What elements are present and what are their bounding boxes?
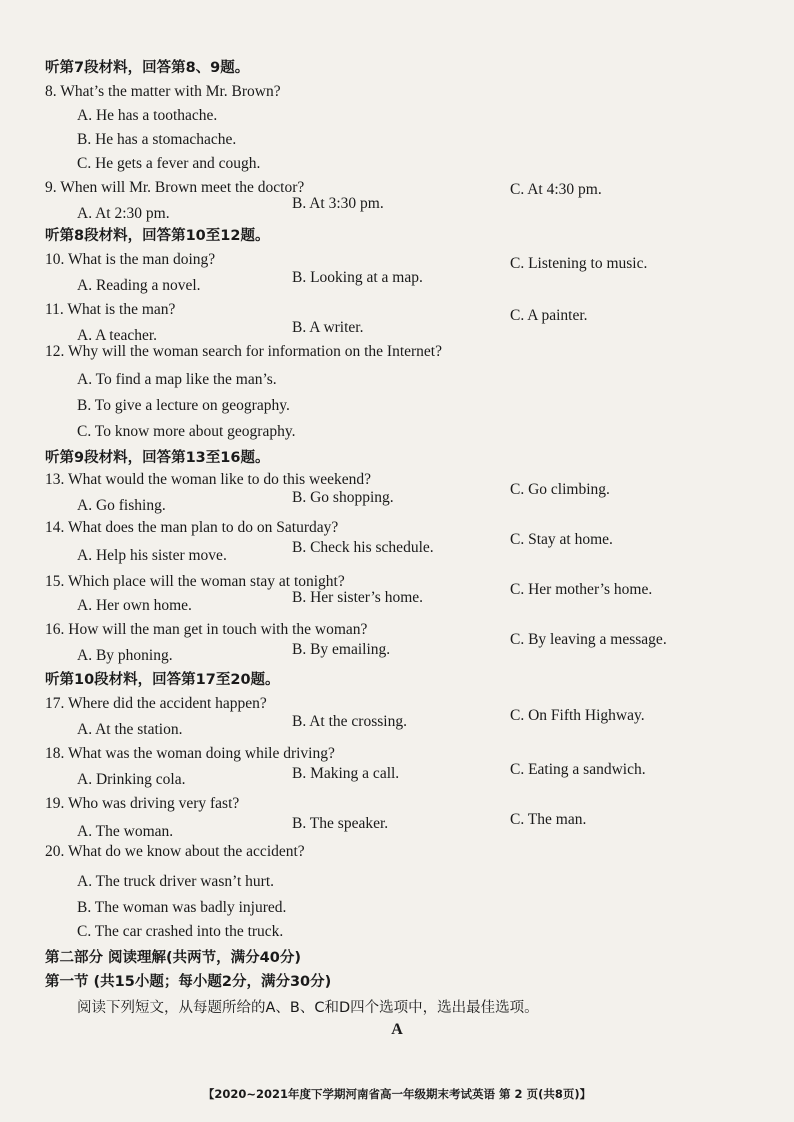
option-12a: A. To find a map like the man’s.	[77, 371, 277, 388]
section-heading-9: 听第9段材料，回答第13至16题。	[45, 450, 270, 466]
question-17: 17. Where did the accident happen?	[45, 695, 267, 712]
question-16: 16. How will the man get in touch with the woman?	[45, 621, 368, 638]
section-heading-8: 听第8段材料，回答第10至12题。	[45, 228, 270, 244]
option-14a: A. Help his sister move.	[77, 547, 227, 564]
option-18c: C. Eating a sandwich.	[510, 761, 646, 778]
option-12b: B. To give a lecture on geography.	[77, 397, 290, 414]
option-8a: A. He has a toothache.	[77, 107, 218, 124]
option-15b: B. Her sister’s home.	[292, 589, 424, 606]
option-20c: C. The car crashed into the truck.	[77, 923, 284, 940]
option-16b: B. By emailing.	[292, 641, 391, 658]
question-20: 20. What do we know about the accident?	[45, 843, 305, 860]
part2-title: 第二部分 阅读理解(共两节，满分40分)	[45, 950, 301, 966]
option-20b: B. The woman was badly injured.	[77, 899, 287, 916]
option-17c: C. On Fifth Highway.	[510, 707, 645, 724]
option-16a: A. By phoning.	[77, 647, 173, 664]
option-15c: C. Her mother’s home.	[510, 581, 653, 598]
question-10: 10. What is the man doing?	[45, 251, 216, 268]
option-18a: A. Drinking cola.	[77, 771, 186, 788]
option-10a: A. Reading a novel.	[77, 277, 201, 294]
option-20a: A. The truck driver wasn’t hurt.	[77, 873, 275, 890]
option-19a: A. The woman.	[77, 823, 174, 840]
option-15a: A. Her own home.	[77, 597, 192, 614]
question-9: 9. When will Mr. Brown meet the doctor?	[45, 179, 305, 196]
option-11b: B. A writer.	[292, 319, 364, 336]
option-18b: B. Making a call.	[292, 765, 400, 782]
page-footer: 【2020~2021年度下学期河南省高一年级期末考试英语 第 2 页(共8页)】	[202, 1087, 592, 1101]
option-12c: C. To know more about geography.	[77, 423, 296, 440]
question-13: 13. What would the woman like to do this weekend?	[45, 471, 372, 488]
option-17b: B. At the crossing.	[292, 713, 407, 730]
option-16c: C. By leaving a message.	[510, 631, 667, 648]
option-10c: C. Listening to music.	[510, 255, 648, 272]
option-14b: B. Check his schedule.	[292, 539, 434, 556]
question-12: 12. Why will the woman search for information on the Internet?	[45, 343, 442, 360]
option-10b: B. Looking at a map.	[292, 269, 423, 286]
option-13c: C. Go climbing.	[510, 481, 610, 498]
bleed-through-left	[330, 80, 403, 122]
option-11a: A. A teacher.	[77, 327, 158, 344]
option-19c: C. The man.	[510, 811, 587, 828]
part2-instruction: 阅读下列短文，从每题所给的A、B、C和D四个选项中，选出最佳选项。	[77, 1000, 539, 1016]
option-17a: A. At the station.	[77, 721, 183, 738]
question-8: 8. What’s the matter with Mr. Brown?	[45, 83, 281, 100]
option-13a: A. Go fishing.	[77, 497, 166, 514]
option-19b: B. The speaker.	[292, 815, 389, 832]
question-15: 15. Which place will the woman stay at tonight?	[45, 573, 345, 590]
option-9c: C. At 4:30 pm.	[510, 181, 602, 198]
part2-section1: 第一节 (共15小题；每小题2分，满分30分)	[45, 974, 332, 990]
option-14c: C. Stay at home.	[510, 531, 613, 548]
question-18: 18. What was the woman doing while driving?	[45, 745, 335, 762]
question-14: 14. What does the man plan to do on Saturday?	[45, 519, 339, 536]
option-9b: B. At 3:30 pm.	[292, 195, 384, 212]
option-13b: B. Go shopping.	[292, 489, 394, 506]
section-heading-7: 听第7段材料，回答第8、9题。	[45, 60, 250, 76]
option-8c: C. He gets a fever and cough.	[77, 155, 261, 172]
passage-label: A	[391, 1021, 403, 1038]
question-11: 11. What is the man?	[45, 301, 176, 318]
option-9a: A. At 2:30 pm.	[77, 205, 170, 222]
section-heading-10: 听第10段材料，回答第17至20题。	[45, 672, 280, 688]
option-11c: C. A painter.	[510, 307, 588, 324]
question-19: 19. Who was driving very fast?	[45, 795, 240, 812]
option-8b: B. He has a stomachache.	[77, 131, 237, 148]
